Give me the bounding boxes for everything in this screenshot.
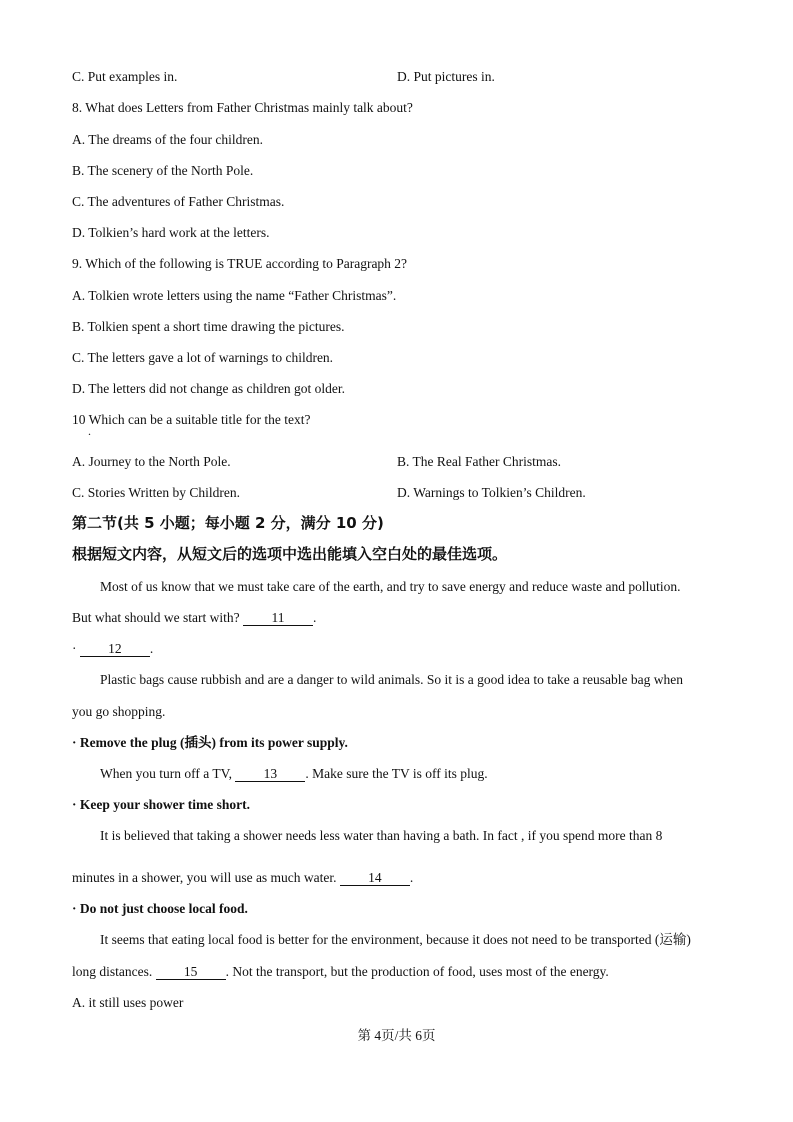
passage-text: . [149,641,154,656]
q10-stem: 10 Which can be a suitable title for the text? [72,412,311,427]
blank-13[interactable]: 13 [235,767,305,782]
passage-p3-line [100,766,488,782]
passage-text: When you turn off a TV, [100,766,236,781]
passage-text: minutes in a shower, you will use as much water. [72,870,340,885]
passage-p1-line1: Most of us know that we must take care of the earth, and try to save energy and reduce waste and pollution. [100,579,681,594]
passage-p5-line2 [72,964,609,980]
passage-text: But what should we start with? [72,610,243,625]
q9-stem: 9. Which of the following is TRUE according to Paragraph 2? [72,256,408,271]
q8-option-d: D. Tolkien’s hard work at the letters. [72,225,270,240]
q8-option-b: B. The scenery of the North Pole. [72,163,254,178]
q8-option-c: C. The adventures of Father Christmas. [72,194,285,209]
page-footer: 第 4页/共 6页 [357,1028,436,1043]
q9-option-a: A. Tolkien wrote letters using the name “Father Christmas”. [72,288,397,303]
answer-option-a: A. it still uses power [72,995,184,1010]
passage-p2-line1: Plastic bags cause rubbish and are a danger to wild animals. So it is a good idea to take a reusable bag when [100,672,683,687]
q8-stem: 8. What does Letters from Father Christmas mainly talk about? [72,100,413,115]
q8-option-a: A. The dreams of the four children. [72,132,263,147]
q7-option-d: D. Put pictures in. [397,69,495,84]
q9-option-c: C. The letters gave a lot of warnings to children. [72,350,334,365]
blank-15[interactable]: 15 [156,965,226,980]
stray-dot: . [88,424,91,438]
passage-text: long distances. [72,964,156,979]
blank-14[interactable]: 14 [340,871,410,886]
passage-text: . Not the transport, but the production of food, uses most of the energy. [225,964,609,979]
passage-p1-line2 [72,610,316,626]
section-heading: 第二节(共 5 小题；每小题 2 分，满分 10 分) [72,514,384,532]
passage-text: . [312,610,317,625]
subheading-food: · Do not just choose local food. [72,901,248,916]
q10-option-d: D. Warnings to Tolkien’s Children. [397,485,586,500]
passage-text: . [409,870,414,885]
passage-p5-line1: It seems that eating local food is better for the environment, because it does not need to be transported (运输) [100,932,691,947]
passage-p2-line2: you go shopping. [72,704,166,719]
bullet-12-line [72,641,153,657]
q10-option-c: C. Stories Written by Children. [72,485,240,500]
passage-p4-line1: It is believed that taking a shower needs less water than having a bath. In fact , if you spend more than 8 [100,828,663,843]
bullet-dot: · [72,641,80,656]
blank-12[interactable]: 12 [80,642,150,657]
section-instruction: 根据短文内容，从短文后的选项中选出能填入空白处的最佳选项。 [72,545,508,563]
q10-option-b: B. The Real Father Christmas. [397,454,561,469]
subheading-shower: · Keep your shower time short. [72,797,250,812]
blank-11[interactable]: 11 [243,611,313,626]
passage-p4-line2 [72,870,413,886]
q9-option-d: D. The letters did not change as children got older. [72,381,346,396]
q10-option-a: A. Journey to the North Pole. [72,454,231,469]
passage-text: . Make sure the TV is off its plug. [305,766,488,781]
q9-option-b: B. Tolkien spent a short time drawing the pictures. [72,319,345,334]
subheading-plug: · Remove the plug (插头) from its power supply. [72,735,348,750]
q7-option-c: C. Put examples in. [72,69,178,84]
